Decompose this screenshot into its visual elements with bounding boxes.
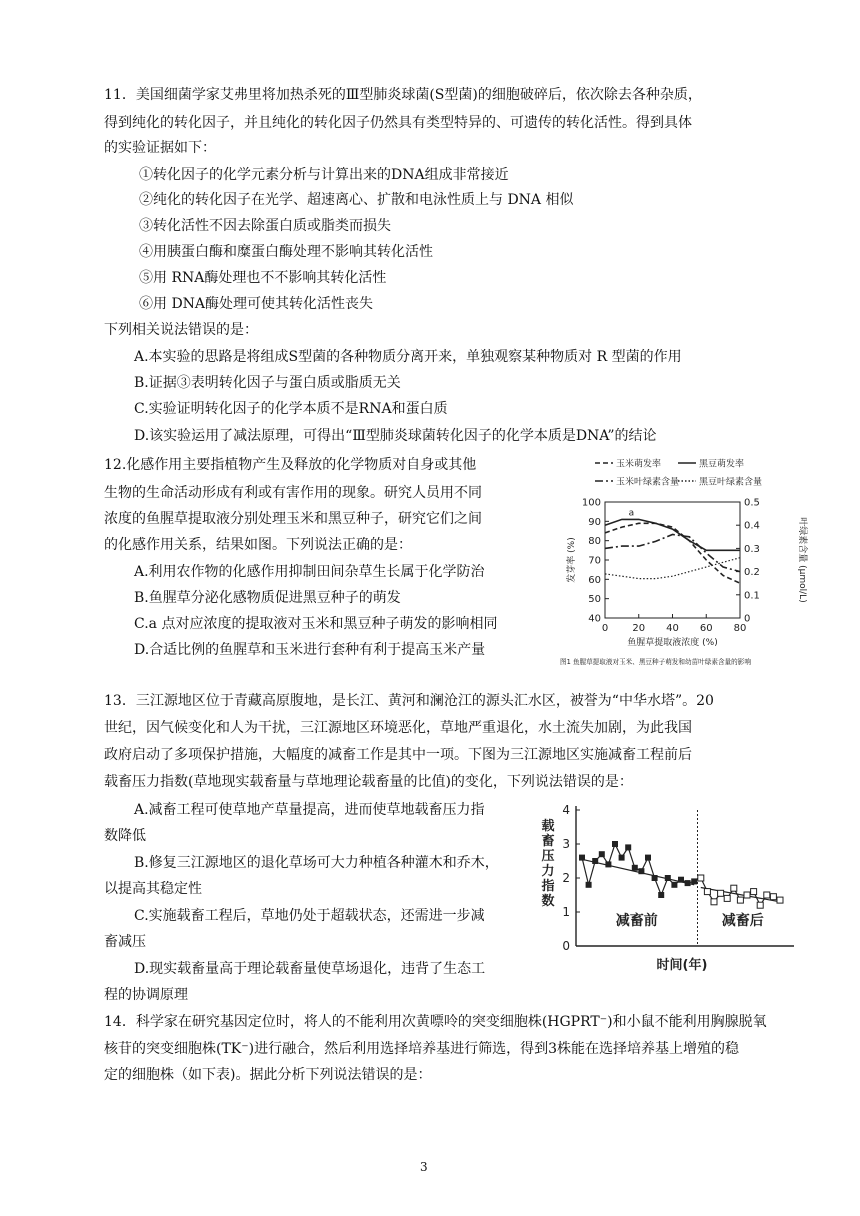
q11-option-c: C.实验证明转化因子的化学本质不是RNA和蛋白质 <box>134 401 448 417</box>
q12-stem-line-4: 的化感作用关系，结果如图。下列说法正确的是： <box>104 537 412 553</box>
q11-option-a: A.本实验的思路是将组成S型菌的各种物质分离开来，单独观察某种物质对 R 型菌的作用 <box>134 349 682 365</box>
q11-evidence-6: ⑥用 DNA酶处理可使其转化活性丧失 <box>139 296 374 312</box>
q13-stem-line-4: 载畜压力指数(草地现实载畜量与草地理论载畜量的比值)的变化，下列说法错误的是： <box>104 774 633 790</box>
q14-stem-line-1: 14．科学家在研究基因定位时，将人的不能利用次黄嘌呤的突变细胞株(HGPRT⁻)和小鼠不能利用胸腺脱氧 <box>104 1014 767 1030</box>
y-tick-label-4: 4 <box>562 803 570 817</box>
point-before-11 <box>645 855 651 861</box>
q13-option-c-line-2: 畜减压 <box>104 934 146 950</box>
q13-option-a-line-1: A.减畜工程可使草地产草量提高，进而使草地载畜压力指 <box>134 802 485 818</box>
left-tick-label-50: 50 <box>588 594 601 606</box>
q12-stem-line-3: 浓度的鱼腥草提取液分别处理玉米和黑豆种子，研究它们之间 <box>104 511 482 527</box>
q13-option-a-line-2: 数降低 <box>104 828 146 844</box>
point-after-9 <box>751 889 757 895</box>
q11-evidence-2: ②纯化的转化因子在光学、超速离心、扩散和电泳性质上与 DNA 相似 <box>139 192 574 208</box>
q13-stem-line-3: 政府启动了多项保护措施，大幅度的减畜工作是其中一项。下图为三江源地区实施减畜工程前后 <box>104 747 692 763</box>
point-before-4 <box>599 851 605 857</box>
point-after-11 <box>764 892 770 898</box>
page-number: 3 <box>420 1160 428 1174</box>
point-after-6 <box>731 885 737 891</box>
y-tick-label-3: 3 <box>562 837 570 851</box>
legend-label-1: 玉米萌发率 <box>616 459 662 470</box>
q11-evidence-5: ⑤用 RNA酶处理也不不影响其转化活性 <box>139 270 387 286</box>
y-right-axis-label: 叶绿素含量 (μmol/L) <box>797 517 807 603</box>
point-after-10 <box>757 902 763 908</box>
x-tick-label-60: 60 <box>699 623 713 634</box>
q13-stem-line-2: 世纪，因气候变化和人为干扰，三江源地区环境恶化，草地严重退化，水土流失加剧，为此我国 <box>104 720 692 736</box>
y-axis-label-char-6: 数 <box>541 894 555 909</box>
point-before-5 <box>605 861 611 867</box>
x-axis-label: 鱼腥草提取液浓度 (%) <box>627 638 718 648</box>
left-tick-label-70: 70 <box>588 555 601 567</box>
right-tick-label-0.1: 0.1 <box>744 590 760 602</box>
q12-option-a: A.利用农作物的化感作用抑制田间杂草生长属于化学防治 <box>134 564 485 580</box>
y-axis-label-char-3: 压 <box>541 849 555 864</box>
left-tick-label-90: 90 <box>588 516 601 528</box>
point-before-13 <box>658 892 664 898</box>
point-after-1 <box>698 875 704 881</box>
q11-stem-line-1: 11．美国细菌学家艾弗里将加热杀死的Ⅲ型肺炎球菌(S型菌)的细胞破碎后，依次除去各种杂质， <box>104 87 702 103</box>
y-tick-label-0: 0 <box>562 939 570 953</box>
right-tick-label-0.2: 0.2 <box>744 567 760 579</box>
point-after-12 <box>770 894 776 900</box>
q11-evidence-4: ④用胰蛋白酶和糜蛋白酶处理不影响其转化活性 <box>139 244 433 260</box>
q12-chart <box>560 455 810 670</box>
q11-option-d: D.该实验运用了减法原理，可得出“Ⅲ型肺炎球菌转化因子的化学本质是DNA”的结论 <box>134 428 657 444</box>
q14-stem-line-3: 定的细胞株（如下表)。据此分析下列说法错误的是： <box>104 1067 432 1083</box>
point-after-8 <box>744 892 750 898</box>
y-left-axis-label: 发芽率 (%) <box>567 537 577 583</box>
y-axis-label-char-2: 畜 <box>541 834 555 849</box>
point-after-5 <box>724 895 730 901</box>
left-tick-label-80: 80 <box>588 536 601 548</box>
right-tick-label-0: 0 <box>744 613 751 625</box>
point-before-9 <box>632 865 638 871</box>
y-tick-label-2: 2 <box>562 871 570 885</box>
q13-option-b-line-2: 以提高其稳定性 <box>104 881 202 897</box>
right-tick-label-0.3: 0.3 <box>744 543 760 555</box>
point-before-6 <box>612 841 618 847</box>
series-line-1 <box>605 523 740 583</box>
point-after-7 <box>737 897 743 903</box>
point-after-13 <box>777 897 783 903</box>
series-line-4 <box>605 558 740 579</box>
q14-stem-line-2: 核苷的突变细胞株(TK⁻)进行融合，然后利用选择培养基进行筛选，得到3株能在选择培养基上增殖的稳 <box>104 1041 740 1057</box>
q11-stem-line-3: 的实验证据如下： <box>104 140 216 156</box>
point-before-1 <box>579 855 585 861</box>
q12-option-d: D.合适比例的鱼腥草和玉米进行套种有利于提高玉米产量 <box>134 642 486 658</box>
point-before-17 <box>685 880 691 886</box>
point-before-8 <box>625 844 631 850</box>
x-tick-label-0: 0 <box>601 623 609 634</box>
q13-stem-line-1: 13．三江源地区位于青藏高原腹地，是长江、黄河和澜沧江的源头汇水区，被誉为“中华水塔”。20 <box>104 693 714 709</box>
q13-option-d-line-1: D.现实载畜量高于理论载畜量使草场退化，违背了生态工 <box>134 961 486 977</box>
q13-chart <box>538 798 800 978</box>
trend-line-before <box>582 859 694 885</box>
q12-stem-line-1: 12.化感作用主要指植物产生及释放的化学物质对自身或其他 <box>104 457 477 473</box>
q11-option-b: B.证据③表明转化因子与蛋白质或脂质无关 <box>134 375 401 391</box>
x-axis-label: 时间(年) <box>656 958 708 973</box>
point-before-3 <box>592 858 598 864</box>
y-axis-label-char-4: 力 <box>541 864 555 879</box>
x-tick-label-20: 20 <box>632 623 646 634</box>
y-axis-label-char-1: 载 <box>541 819 555 834</box>
series-line-3 <box>605 535 740 572</box>
q12-stem-line-2: 生物的生命活动形成有利或有害作用的现象。研究人员用不同 <box>104 485 482 501</box>
y-tick-label-1: 1 <box>562 905 570 919</box>
y-axis-label-char-5: 指 <box>541 879 555 894</box>
point-before-7 <box>619 855 625 861</box>
q12-option-c: C.a 点对应浓度的提取液对玉米和黑豆种子萌发的影响相同 <box>134 616 498 632</box>
legend-label-4: 黑豆叶绿素含量 <box>699 477 763 488</box>
region-label-after: 减畜后 <box>721 912 764 929</box>
q11-evidence-1: ①转化因子的化学元素分析与计算出来的DNA组成非常接近 <box>139 167 509 183</box>
x-tick-label-40: 40 <box>666 623 679 634</box>
x-tick-label-80: 80 <box>733 623 747 634</box>
point-after-4 <box>718 890 724 896</box>
q11-evidence-3: ③转化活性不因去除蛋白质或脂类而损失 <box>139 218 391 234</box>
point-after-2 <box>704 889 710 895</box>
left-tick-label-60: 60 <box>588 574 601 586</box>
q11-stem-line-2: 得到纯化的转化因子，并且纯化的转化因子仍然具有类型特异的、可遗传的转化活性。得到具体 <box>104 115 692 131</box>
point-after-3 <box>711 899 717 905</box>
left-tick-label-40: 40 <box>588 613 601 625</box>
right-tick-label-0.5: 0.5 <box>744 497 760 509</box>
point-before-16 <box>678 877 684 883</box>
q13-option-b-line-1: B.修复三江源地区的退化草场可大力种植各种灌木和乔木， <box>134 855 499 871</box>
left-tick-label-100: 100 <box>581 497 601 509</box>
q11-prompt: 下列相关说法错误的是： <box>104 322 258 338</box>
right-tick-label-0.4: 0.4 <box>744 520 760 532</box>
point-before-15 <box>671 882 677 888</box>
point-a-label: a <box>628 508 635 519</box>
region-label-before: 减畜前 <box>615 912 658 929</box>
point-before-2 <box>586 882 592 888</box>
point-before-12 <box>652 875 658 881</box>
point-before-18 <box>691 878 697 884</box>
q13-option-c-line-1: C.实施载畜工程后，草地仍处于超载状态，还需进一步减 <box>134 908 485 924</box>
legend-label-3: 玉米叶绿素含量 <box>616 477 680 488</box>
q13-option-d-line-2: 程的协调原理 <box>104 987 188 1003</box>
point-before-10 <box>638 868 644 874</box>
chart-caption: 图1 鱼腥草提取液对玉米、黑豆种子萌发和幼苗叶绿素含量的影响 <box>560 658 751 666</box>
q12-option-b: B.鱼腥草分泌化感物质促进黑豆种子的萌发 <box>134 590 401 606</box>
legend-label-2: 黑豆萌发率 <box>699 459 745 470</box>
point-before-14 <box>665 875 671 881</box>
